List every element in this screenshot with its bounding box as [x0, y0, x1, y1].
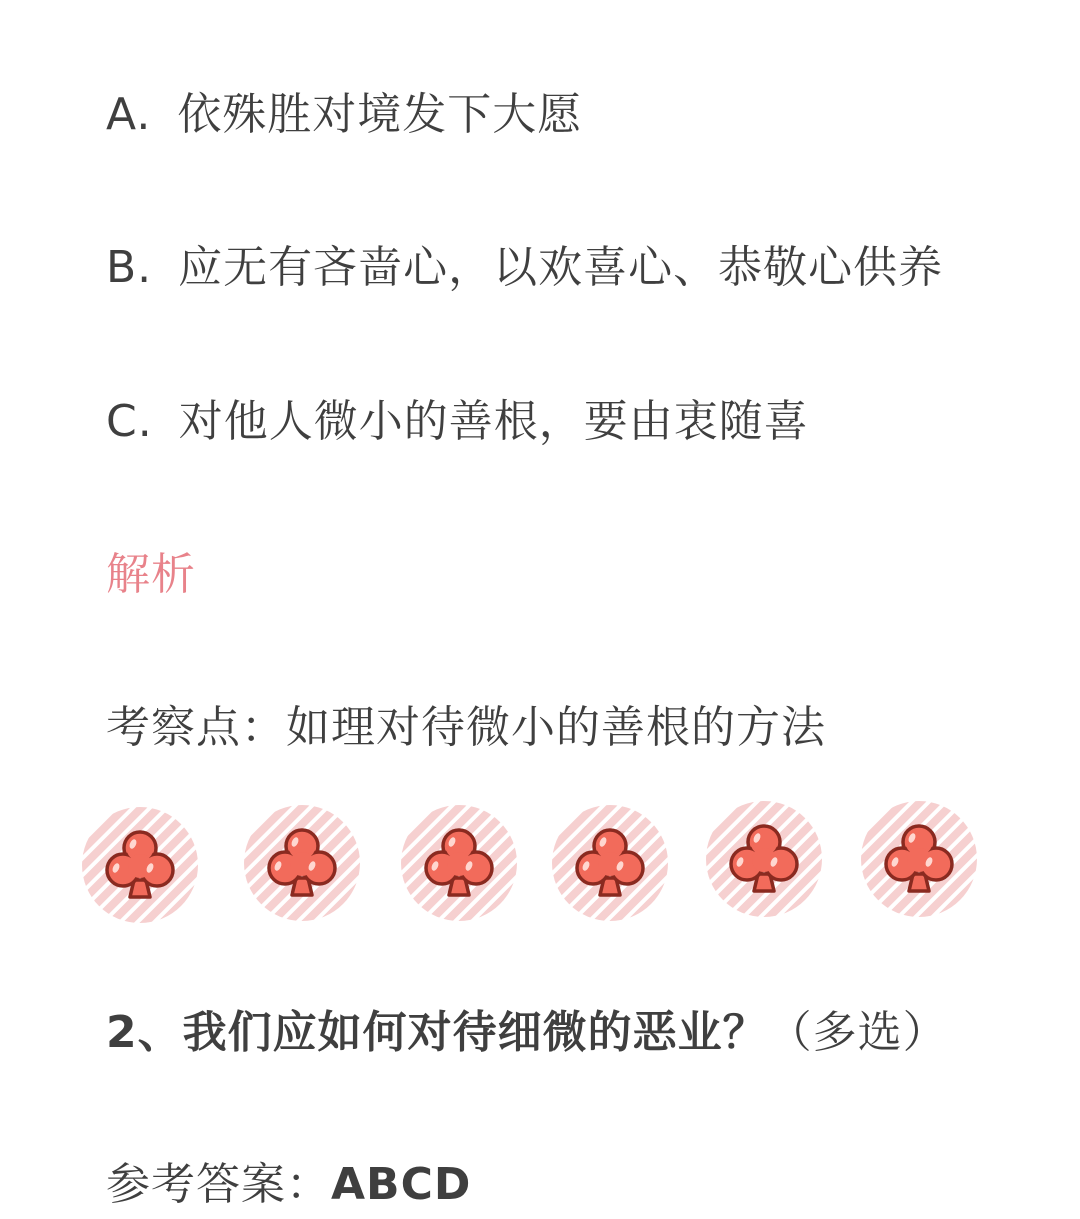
question-text: 2、我们应如何对待细微的恶业？ [106, 1007, 768, 1058]
answer-value: ABCD [331, 1159, 472, 1210]
option-b [106, 238, 943, 298]
question-suffix: （多选） [767, 1007, 948, 1058]
focus-point-text: 如理对待微小的善根的方法 [286, 702, 826, 753]
club-decoration-row [0, 800, 1080, 926]
option-c-letter: C. [106, 396, 153, 447]
question-2 [106, 1003, 948, 1063]
club-icon [551, 804, 669, 922]
option-a-letter: A. [106, 89, 152, 140]
reference-answer [106, 1155, 471, 1215]
club-icon [860, 800, 978, 918]
answer-label: 参考答案： [106, 1159, 331, 1210]
option-c-text: 对他人微小的善根，要由衷随喜 [178, 396, 809, 447]
club-icon [243, 804, 361, 922]
option-a [106, 85, 582, 145]
option-b-text: 应无有吝啬心，以欢喜心、恭敬心供养 [178, 242, 944, 293]
focus-point [106, 698, 826, 758]
option-b-letter: B. [106, 242, 153, 293]
analysis-heading: 解析 [106, 549, 196, 600]
option-c [106, 392, 809, 452]
club-icon [400, 804, 518, 922]
club-icon [81, 806, 199, 924]
club-icon [705, 800, 823, 918]
option-a-text: 依殊胜对境发下大愿 [177, 89, 583, 140]
focus-point-label: 考察点： [106, 702, 286, 753]
